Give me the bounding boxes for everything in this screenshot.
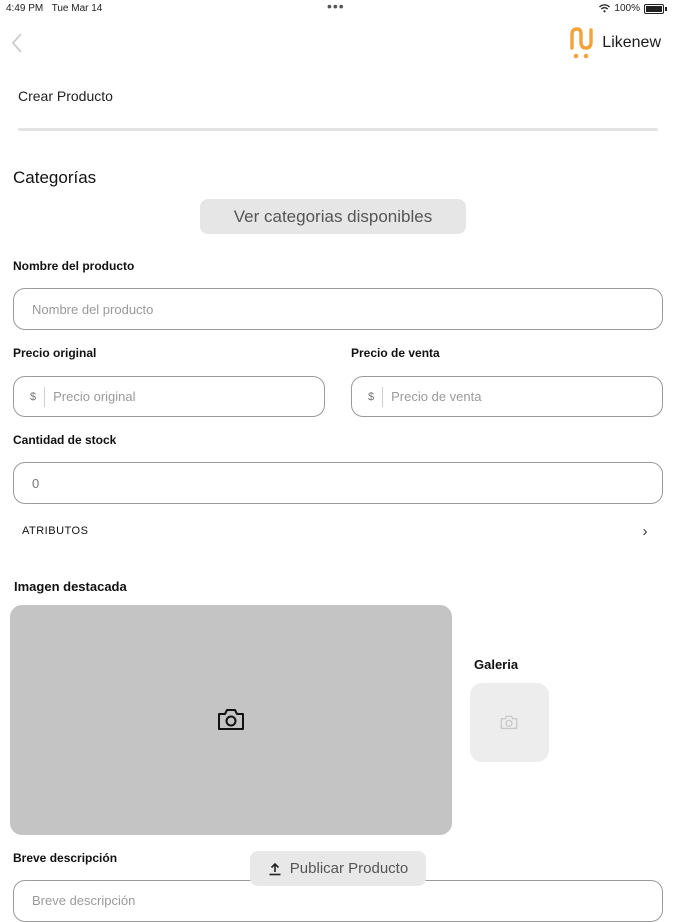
camera-icon bbox=[500, 714, 518, 730]
upload-icon bbox=[268, 862, 282, 876]
currency-prefix: $ bbox=[14, 387, 45, 407]
gallery-label: Galeria bbox=[474, 657, 519, 672]
product-name-placeholder: Nombre del producto bbox=[32, 301, 154, 317]
stock-value: 0 bbox=[32, 475, 40, 491]
publish-button[interactable] bbox=[250, 851, 426, 886]
likenew-logo-icon bbox=[568, 26, 598, 60]
short-description-placeholder: Breve descripción bbox=[32, 893, 136, 908]
product-name-label: Nombre del producto bbox=[13, 259, 135, 273]
short-description-label: Breve descripción bbox=[13, 851, 118, 865]
battery-percent: 100% bbox=[614, 3, 640, 14]
brand-name: Likenew bbox=[602, 34, 661, 51]
multitask-dots-icon[interactable]: ••• bbox=[327, 0, 345, 14]
stock-input[interactable] bbox=[13, 462, 663, 504]
stock-label: Cantidad de stock bbox=[13, 433, 117, 447]
featured-image-picker[interactable] bbox=[10, 605, 452, 835]
brand-logo bbox=[568, 26, 661, 60]
sale-price-input[interactable] bbox=[351, 376, 663, 417]
back-button[interactable] bbox=[10, 30, 24, 61]
status-right bbox=[599, 3, 667, 14]
currency-prefix: $ bbox=[352, 387, 383, 407]
original-price-label: Precio original bbox=[13, 346, 97, 360]
page-title: Crear Producto bbox=[18, 88, 113, 104]
categories-title: Categorías bbox=[13, 168, 97, 187]
status-time: 4:49 PM Tue Mar 14 bbox=[6, 3, 103, 14]
divider bbox=[18, 128, 658, 131]
battery-icon bbox=[644, 4, 664, 14]
short-description-input[interactable] bbox=[13, 880, 663, 922]
sale-price-placeholder: Precio de venta bbox=[391, 389, 482, 404]
sale-price-label: Precio de venta bbox=[351, 346, 440, 360]
original-price-placeholder: Precio original bbox=[53, 389, 136, 404]
original-price-input[interactable] bbox=[13, 376, 325, 417]
gallery-image-picker[interactable] bbox=[470, 683, 549, 762]
product-name-input[interactable] bbox=[13, 288, 663, 330]
status-bar bbox=[0, 0, 675, 18]
attributes-label: ATRIBUTOS bbox=[22, 525, 89, 537]
chevron-right-icon: › bbox=[642, 523, 648, 540]
featured-image-label: Imagen destacada bbox=[14, 579, 127, 594]
wifi-icon bbox=[599, 4, 610, 13]
attributes-row[interactable] bbox=[22, 525, 654, 543]
chevron-left-icon bbox=[10, 32, 24, 54]
camera-icon bbox=[217, 707, 245, 731]
publish-label: Publicar Producto bbox=[289, 860, 409, 877]
view-categories-button[interactable]: Ver categorias disponibles bbox=[200, 199, 466, 234]
